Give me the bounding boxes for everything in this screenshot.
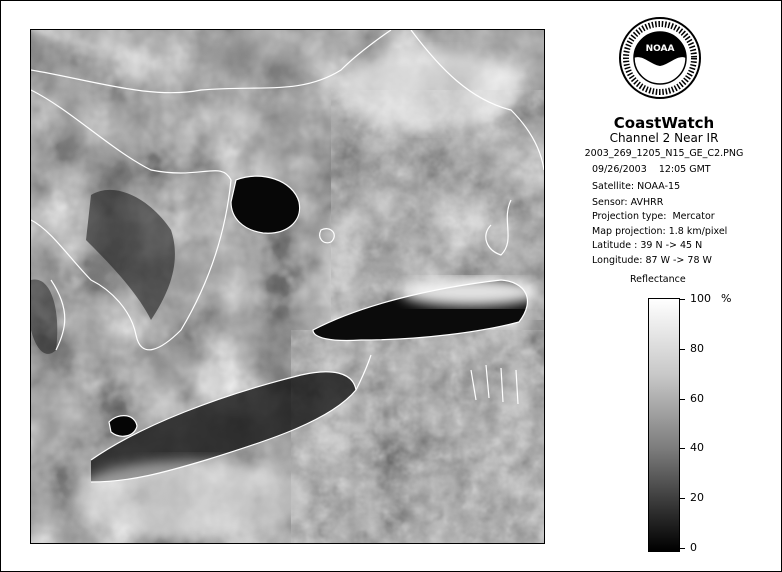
cloud-band-ontario	[401, 278, 541, 306]
colorbar-tick	[680, 548, 685, 549]
noaa-logo	[618, 16, 702, 100]
reflectance-colorbar	[648, 298, 680, 552]
longitude-range-label: Longitude: 87 W -> 78 W	[592, 255, 712, 266]
map-projection-label: Map projection: 1.8 km/pixel	[592, 226, 728, 237]
colorbar-tick-label: 80	[690, 341, 704, 355]
colorbar-tick-label: 100	[690, 292, 711, 305]
acquisition-datetime: 09/26/2003 12:05 GMT	[592, 164, 711, 175]
image-filename: 2003_269_1205_N15_GE_C2.PNG	[584, 148, 744, 159]
colorbar-tick	[680, 448, 685, 449]
cloud-band-southwest	[71, 460, 311, 540]
satellite-label: Satellite: NOAA-15	[592, 181, 681, 192]
colorbar-tick	[680, 349, 685, 350]
colorbar-tick	[680, 299, 685, 300]
channel-subtitle: Channel 2 Near IR	[609, 131, 719, 145]
cloud-band-north	[341, 50, 521, 130]
satellite-map	[30, 29, 545, 544]
noaa-logo-text: NOAA	[645, 44, 675, 54]
colorbar-tick-label: 20	[690, 491, 704, 505]
colorbar-unit: %	[721, 292, 732, 305]
colorbar-tick-label: 60	[690, 391, 704, 405]
latitude-range-label: Latitude : 39 N -> 45 N	[592, 240, 703, 251]
projection-type-label: Projection type: Mercator	[592, 211, 715, 222]
colorbar-title: Reflectance	[630, 274, 686, 285]
product-title: CoastWatch	[613, 114, 715, 132]
sensor-label: Sensor: AVHRR	[592, 197, 664, 208]
colorbar-tick	[680, 498, 685, 499]
colorbar-tick-label: 40	[690, 441, 704, 455]
colorbar-tick-label: 0	[690, 541, 697, 554]
colorbar-tick	[680, 399, 685, 400]
satellite-image	[31, 30, 544, 543]
